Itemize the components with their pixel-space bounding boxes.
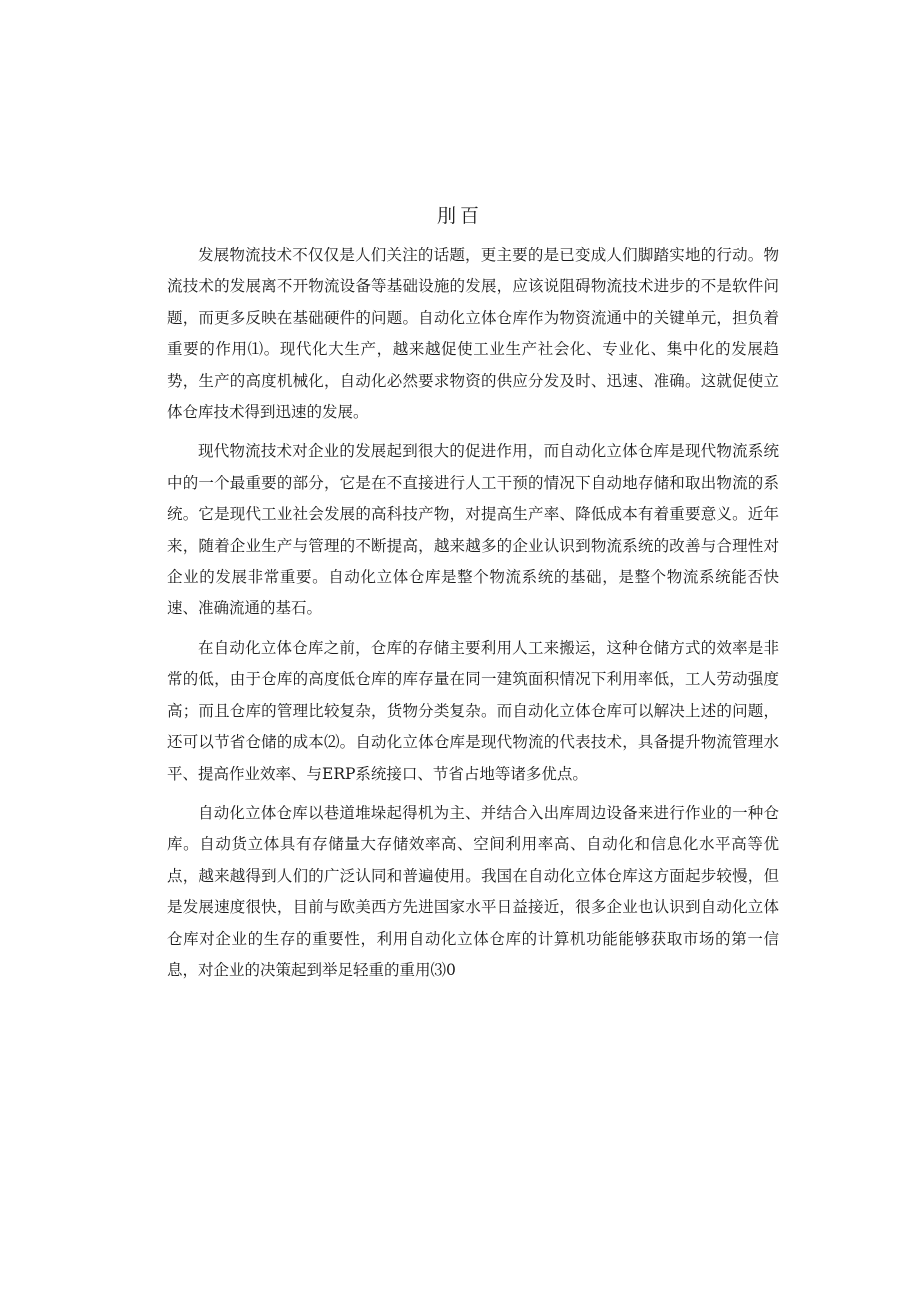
paragraph-1: 发展物流技术不仅仅是人们关注的话题，更主要的是已变成人们脚踏实地的行动。物流技术的发展离不开物流设备等基础设施的发展，应该说阻碍物流技术进步的不是软件问题，而更多反映在基础硬件的问题。自动化立体仓库作为物资流通中的关键单元，担负着重要的作用⑴。现代化大生产，越来越促使工业生产社会化、专业化、集中化的发展趋势，生产的高度机械化，自动化必然要求物资的供应分发及时、迅速、准确。这就促使立体仓库技术得到迅速的发展。 xyxy=(167,246,779,422)
paragraph-3: 在自动化立体仓库之前，仓库的存储主要利用人工来搬运，这种仓储方式的效率是非常的低，由于仓库的高度低仓库的库存量在同一建筑面积情况下利用率低，工人劳动强度高；而且仓库的管理比较复杂，货物分类复杂。而自动化立体仓库可以解决上述的问题，还可以节省仓储的成本⑵。自动化立体仓库是现代物流的代表技术，具备提升物流管理水平、提高作业效率、与ERP系统接口、节省占地等诸多优点。 xyxy=(167,638,779,783)
paragraph-4: 自动化立体仓库以巷道堆垛起得机为主、并结合入出库周边设备来进行作业的一种仓库。自动货立体具有存储量大存储效率高、空间利用率高、自动化和信息化水平高等优点，越来越得到人们的广泛认同和普遍使用。我国在自动化立体仓库这方面起步较慢，但是发展速度很快，目前与欧美西方先进国家水平日益接近，很多企业也认识到自动化立体仓库对企业的生存的重要性，利用自动化立体仓库的计算机功能能够获取市场的第一信息，对企业的决策起到举足轻重的重用⑶0 xyxy=(167,803,779,979)
page-title: 刖百 xyxy=(436,205,483,227)
body-text xyxy=(167,240,779,994)
paragraph-2: 现代物流技术对企业的发展起到很大的促进作用，而自动化立体仓库是现代物流系统中的一个最重要的部分，它是在不直接进行人工干预的情况下自动地存储和取出物流的系统。它是现代工业社会发展的高科技产物，对提高生产率、降低成本有着重要意义。近年来，随着企业生产与管理的不断提高，越来越多的企业认识到物流系统的改善与合理性对企业的发展非常重要。自动化立体仓库是整个物流系统的基础，是整个物流系统能否快速、准确流通的基石。 xyxy=(167,442,779,618)
